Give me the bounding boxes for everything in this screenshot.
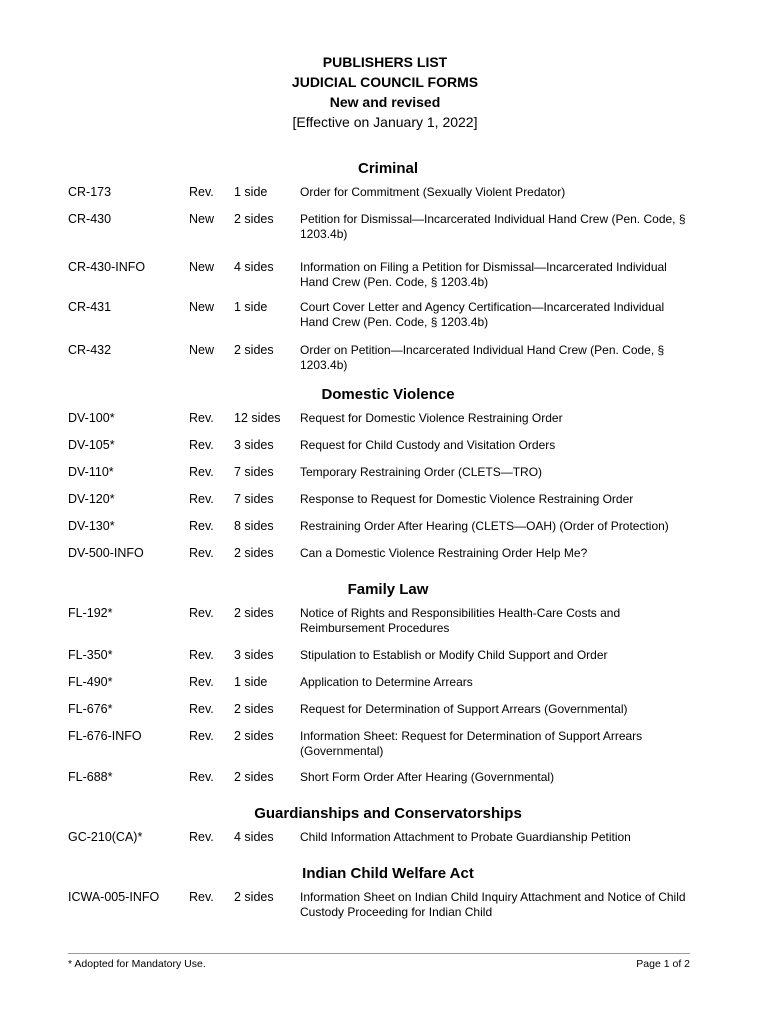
table-row [68,546,708,573]
table-row [68,675,708,702]
section-domestic-violence [68,384,708,573]
header-line-1: PUBLISHERS LIST [322,54,448,70]
form-sides: 2 sides [234,770,274,784]
form-sides: 7 sides [234,465,274,479]
form-code: CR-432 [68,343,112,357]
form-status: Rev. [189,770,214,784]
form-status: Rev. [189,519,214,533]
form-code: DV-130* [68,519,115,533]
form-code: FL-676* [68,702,113,716]
table-row [68,729,708,770]
form-title: Petition for Dismissal—Incarcerated Individual Hand Crew (Pen. Code, § 1203.4b) [300,212,686,241]
form-sides: 2 sides [234,729,274,743]
form-title: Order on Petition—Incarcerated Individual Hand Crew (Pen. Code, § 1203.4b) [300,343,665,372]
form-sides: 1 side [234,185,268,199]
section-title-family-law: Family Law [347,581,429,598]
form-status: Rev. [189,702,214,716]
table-row [68,343,708,383]
header-line-3: New and revised [329,94,441,110]
form-status: New [189,343,215,357]
table-row [68,648,708,675]
form-code: CR-431 [68,300,112,314]
form-code: DV-110* [68,465,114,479]
table-row [68,606,708,648]
form-status: Rev. [189,729,214,743]
form-title: Short Form Order After Hearing (Governmental) [300,770,555,784]
form-title: Request for Domestic Violence Restraining Order [300,411,563,425]
form-title: Temporary Restraining Order (CLETS—TRO) [300,465,543,479]
form-status: New [189,260,215,274]
section-title-criminal: Criminal [357,160,418,177]
table-row [68,185,708,212]
form-sides: 2 sides [234,890,274,904]
footer-note: * Adopted for Mandatory Use. [68,958,206,970]
form-status: New [189,300,215,314]
section-title-icwa: Indian Child Welfare Act [302,865,474,882]
form-sides: 2 sides [234,546,274,560]
form-sides: 2 sides [234,702,274,716]
form-status: Rev. [189,890,214,904]
form-code: FL-490* [68,675,113,689]
form-status: New [189,212,215,226]
form-title: Information Sheet: Request for Determination of Support Arrears (Governmental) [300,729,643,758]
section-family-law [68,579,708,797]
form-status: Rev. [189,830,214,844]
table-row [68,702,708,729]
table-row [68,212,708,260]
form-sides: 7 sides [234,492,274,506]
section-title-guardianships: Guardianships and Conservatorships [254,805,522,822]
section-criminal [68,158,708,383]
form-code: DV-100* [68,411,115,425]
form-code: CR-430 [68,212,112,226]
form-title: Response to Request for Domestic Violence Restraining Order [300,492,634,506]
form-code: ICWA-005-INFO [68,890,160,904]
form-status: Rev. [189,606,214,620]
table-row [68,438,708,465]
form-title: Notice of Rights and Responsibilities Health-Care Costs and Reimbursement Procedures [300,606,621,635]
form-status: Rev. [189,675,214,689]
table-row [68,890,708,930]
form-title: Court Cover Letter and Agency Certification—Incarcerated Individual Hand Crew (Pen. Code, § 1203.4b) [300,300,665,329]
table-row [68,411,708,438]
form-sides: 2 sides [234,606,274,620]
form-title: Restraining Order After Hearing (CLETS—OAH) (Order of Protection) [300,519,669,533]
table-row [68,260,708,300]
form-title: Request for Child Custody and Visitation Orders [300,438,556,452]
form-title: Order for Commitment (Sexually Violent Predator) [300,185,566,199]
document-header [0,52,770,132]
form-sides: 4 sides [234,830,274,844]
form-code: CR-430-INFO [68,260,146,274]
form-code: FL-192* [68,606,113,620]
table-row [68,300,708,343]
form-sides: 2 sides [234,212,274,226]
page-number: Page 1 of 2 [636,958,690,970]
section-guardianships [68,803,708,857]
header-line-2: JUDICIAL COUNCIL FORMS [291,74,479,90]
form-title: Stipulation to Establish or Modify Child Support and Order [300,648,608,662]
form-code: FL-676-INFO [68,729,142,743]
form-sides: 8 sides [234,519,274,533]
form-sides: 3 sides [234,648,274,662]
form-code: FL-688* [68,770,113,784]
form-sides: 2 sides [234,343,274,357]
table-row [68,492,708,519]
form-code: GC-210(CA)* [68,830,143,844]
form-status: Rev. [189,185,214,199]
form-title: Child Information Attachment to Probate Guardianship Petition [300,830,631,844]
table-row [68,830,708,857]
footer-divider [68,953,690,954]
form-title: Request for Determination of Support Arrears (Governmental) [300,702,628,716]
table-row [68,770,708,797]
form-sides: 3 sides [234,438,274,452]
form-status: Rev. [189,438,214,452]
form-title: Information Sheet on Indian Child Inquiry Attachment and Notice of Child Custody Proceeding for Indian Child [300,890,686,919]
form-title: Can a Domestic Violence Restraining Order Help Me? [300,546,588,560]
form-code: DV-120* [68,492,115,506]
form-sides: 1 side [234,675,268,689]
form-status: Rev. [189,465,214,479]
form-status: Rev. [189,411,214,425]
form-code: DV-105* [68,438,115,452]
table-row [68,465,708,492]
form-sides: 4 sides [234,260,274,274]
section-title-domestic-violence: Domestic Violence [321,386,455,403]
section-icwa [68,863,708,930]
form-status: Rev. [189,546,214,560]
form-title: Information on Filing a Petition for Dismissal—Incarcerated Individual Hand Crew (Pen. Code, § 1203.4b) [300,260,667,289]
form-status: Rev. [189,492,214,506]
form-code: FL-350* [68,648,113,662]
form-code: DV-500-INFO [68,546,144,560]
form-code: CR-173 [68,185,112,199]
form-sides: 1 side [234,300,268,314]
form-sides: 12 sides [234,411,281,425]
table-row [68,519,708,546]
form-status: Rev. [189,648,214,662]
form-title: Application to Determine Arrears [300,675,473,689]
header-line-4: [Effective on January 1, 2022] [292,114,478,130]
